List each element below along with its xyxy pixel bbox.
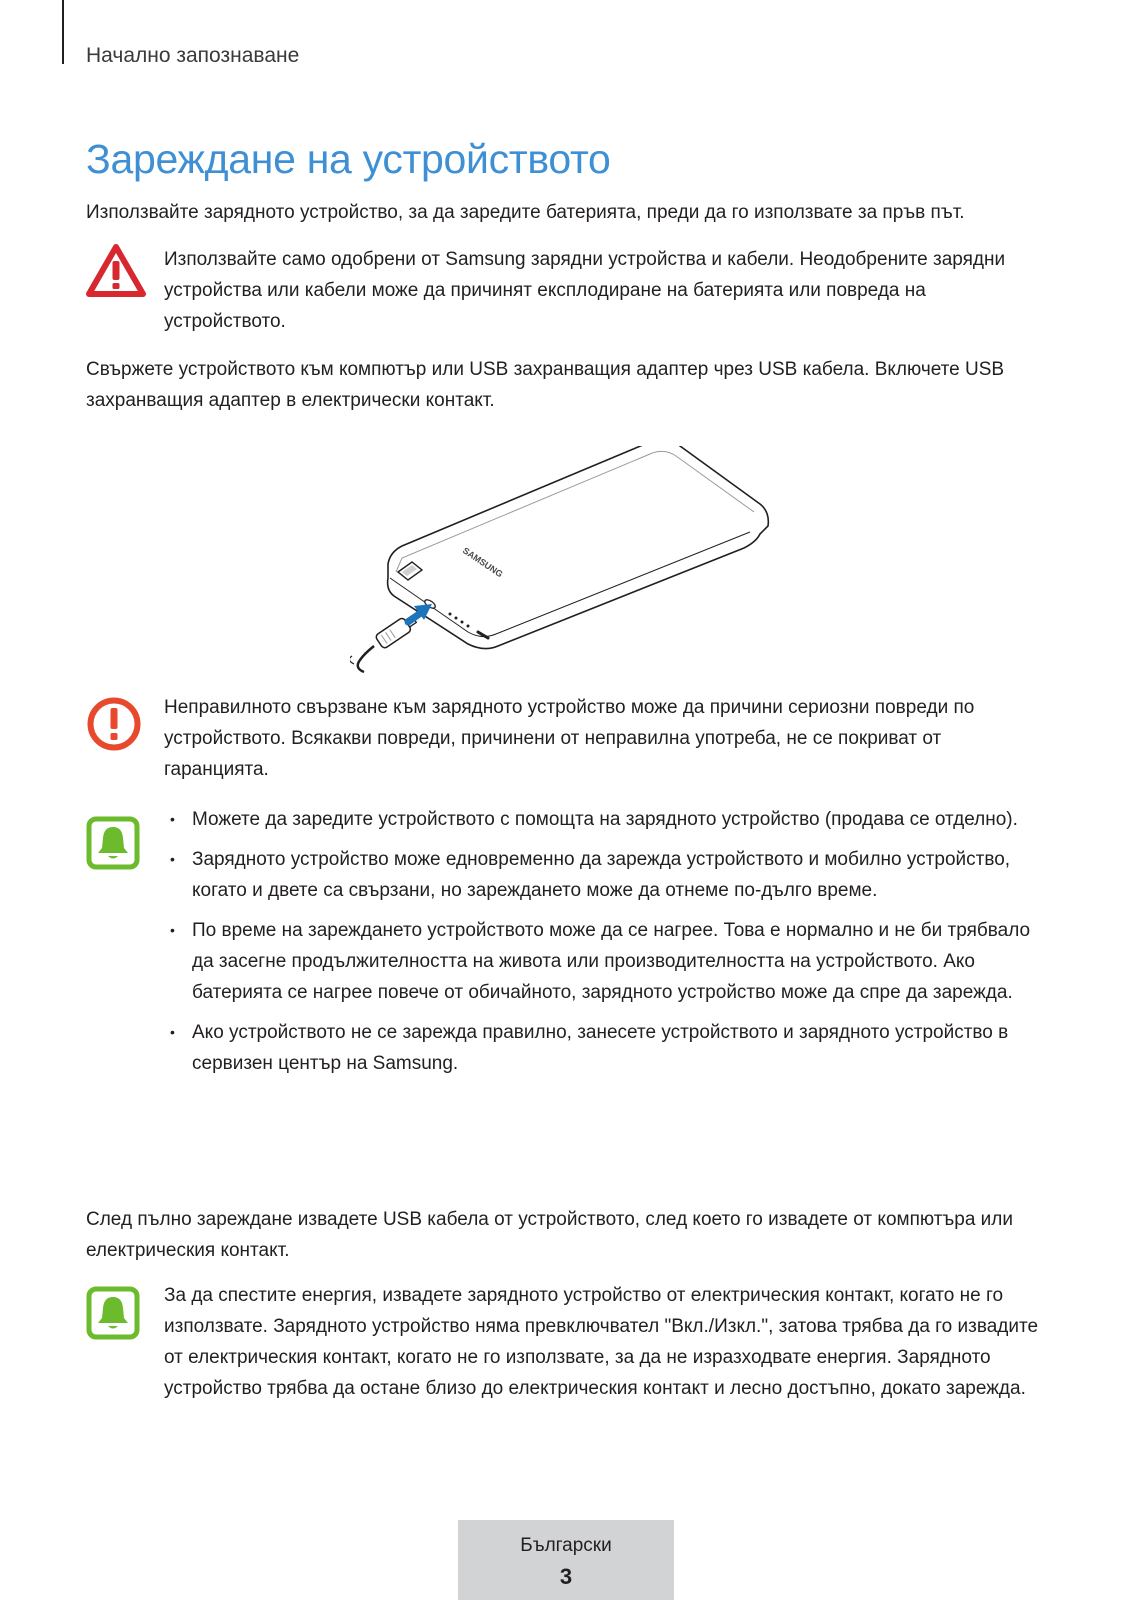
tips-note: [86, 804, 1046, 1174]
header-rule: [62, 0, 64, 64]
list-item: [164, 915, 1044, 1008]
bullet: •: [170, 922, 175, 938]
page-number: 3: [559, 1564, 573, 1589]
section-header: Начално запознаване: [86, 44, 300, 67]
caution-note: [86, 692, 1046, 788]
connect-paragraph: Свържете устройството към компютър или USB захранващия адаптер чрез USB кабела. Включете USB захранващия адаптер в електрически контакт.: [86, 359, 1005, 411]
list-item: [164, 1017, 1044, 1079]
energy-note: [86, 1280, 1046, 1440]
power-bank-illustration: [350, 446, 780, 686]
bullet: •: [170, 1024, 175, 1040]
tips-list: [164, 804, 1044, 1088]
list-item-text: Зарядното устройство може едновременно да зарежда устройството и мобилно устройство, когато и двете са свързани, но зареждането може да отнеме по-дълго време.: [192, 849, 1011, 901]
warning-note: [86, 244, 1046, 340]
page-title: Зареждане на устройството: [86, 136, 611, 182]
list-item-text: Ако устройството не се зарежда правилно, занесете устройството и зарядното устройство в сервизен център на Samsung.: [192, 1022, 1009, 1074]
caution-circle-icon: [86, 696, 142, 762]
bell-note-icon: [86, 1286, 140, 1350]
after-charging-paragraph: След пълно зареждане извадете USB кабела от устройството, след което го извадете от компютъра или електрическия контакт.: [86, 1209, 1013, 1261]
footer-language: Български: [520, 1535, 612, 1556]
bullet: •: [170, 851, 175, 867]
page-footer: [458, 1520, 674, 1600]
list-item-text: По време на зареждането устройството може да се нагрее. Това е нормално и не би трябвало да засегне продължителността на живота или производителността на устройството. Ако батерията се нагрее повече от обичайното, зарядното устройство може да спре да зарежда.: [192, 920, 1031, 1003]
list-item: [164, 844, 1044, 906]
warning-text: Използвайте само одобрени от Samsung зарядни устройства и кабели. Неодобрените зарядни устройства или кабели може да причинят експлодиране на батерията или повреда на устройството.: [164, 249, 1006, 332]
energy-note-text: За да спестите енергия, извадете зарядното устройство от електрическия контакт, когато не го използвате. Зарядното устройство няма превключвател "Вкл./Изкл.", затова трябва да го извадите от електрическия контакт, когато не го използвате, за да не изразходвате енергия. Зарядното устройство трябва да остане близо до електрическия контакт и лесно достъпно, докато зарежда.: [164, 1285, 1039, 1399]
bell-note-icon: [86, 816, 140, 880]
caution-text: Неправилното свързване към зарядното устройство може да причини сериозни повреди по устройството. Всякакви повреди, причинени от неправилна употреба, не се покриват от гаранцията.: [164, 697, 975, 780]
intro-paragraph: Използвайте зарядното устройство, за да заредите батерията, преди да го използвате за пръв път.: [86, 202, 965, 223]
list-item: [164, 804, 1044, 835]
warning-triangle-icon: [86, 244, 146, 308]
brand-label: SAMSUNG: [460, 545, 505, 580]
bullet: •: [170, 811, 175, 827]
list-item-text: Можете да заредите устройството с помощта на зарядното устройство (продава се отделно).: [192, 809, 1018, 830]
